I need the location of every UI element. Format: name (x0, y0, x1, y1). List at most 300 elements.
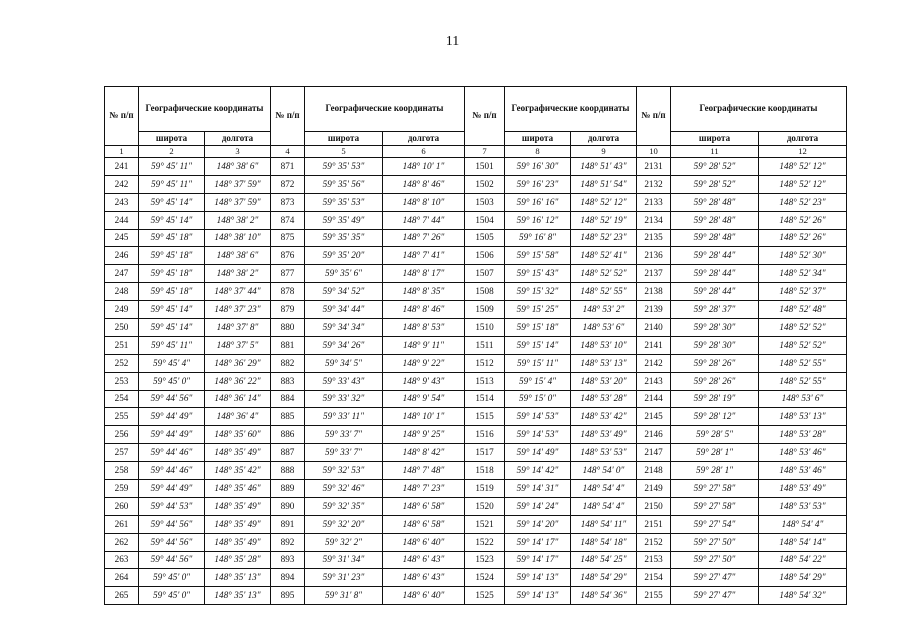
latitude-cell: 59° 28' 48" (671, 193, 759, 211)
latitude-cell: 59° 31' 34" (305, 551, 383, 569)
latitude-cell: 59° 28' 26" (671, 372, 759, 390)
table-row (105, 444, 847, 462)
latitude-cell: 59° 14' 53" (505, 408, 571, 426)
latitude-cell: 59° 44' 49" (139, 426, 205, 444)
point-number: 881 (271, 336, 305, 354)
point-number: 245 (105, 229, 139, 247)
longitude-cell: 148° 54' 4" (759, 515, 847, 533)
table-row (105, 587, 847, 605)
point-number: 1505 (465, 229, 505, 247)
latitude-cell: 59° 45' 14" (139, 193, 205, 211)
coordinates-table (104, 86, 847, 605)
point-number: 1519 (465, 480, 505, 498)
point-number: 1509 (465, 301, 505, 319)
column-number: 4 (271, 146, 305, 158)
latitude-cell: 59° 45' 4" (139, 354, 205, 372)
longitude-cell: 148° 53' 42" (571, 408, 637, 426)
longitude-cell: 148° 35' 60" (205, 426, 271, 444)
point-number: 1508 (465, 283, 505, 301)
point-number: 2145 (637, 408, 671, 426)
longitude-cell: 148° 7' 23" (383, 480, 465, 498)
latitude-cell: 59° 27' 54" (671, 515, 759, 533)
point-number: 1524 (465, 569, 505, 587)
longitude-cell: 148° 37' 8" (205, 319, 271, 337)
point-number: 876 (271, 247, 305, 265)
point-number: 885 (271, 408, 305, 426)
header-geo-coordinates: Географические координаты (139, 87, 271, 132)
latitude-cell: 59° 33' 32" (305, 390, 383, 408)
latitude-cell: 59° 32' 35" (305, 497, 383, 515)
longitude-cell: 148° 9' 54" (383, 390, 465, 408)
latitude-cell: 59° 45' 11" (139, 336, 205, 354)
longitude-cell: 148° 35' 49" (205, 533, 271, 551)
point-number: 1516 (465, 426, 505, 444)
point-number: 261 (105, 515, 139, 533)
header-geo-coordinates: Географические координаты (305, 87, 465, 132)
latitude-cell: 59° 14' 24" (505, 497, 571, 515)
longitude-cell: 148° 53' 6" (759, 390, 847, 408)
header-no: № п/п (271, 87, 305, 146)
latitude-cell: 59° 27' 50" (671, 551, 759, 569)
latitude-cell: 59° 15' 11" (505, 354, 571, 372)
point-number: 2139 (637, 301, 671, 319)
longitude-cell: 148° 52' 55" (759, 354, 847, 372)
longitude-cell: 148° 8' 17" (383, 265, 465, 283)
point-number: 1511 (465, 336, 505, 354)
longitude-cell: 148° 37' 23" (205, 301, 271, 319)
point-number: 1512 (465, 354, 505, 372)
longitude-cell: 148° 37' 59" (205, 193, 271, 211)
point-number: 1523 (465, 551, 505, 569)
latitude-cell: 59° 31' 8" (305, 587, 383, 605)
table-row (105, 533, 847, 551)
point-number: 250 (105, 319, 139, 337)
longitude-cell: 148° 52' 12" (759, 158, 847, 176)
longitude-cell: 148° 53' 46" (759, 462, 847, 480)
longitude-cell: 148° 52' 55" (571, 283, 637, 301)
point-number: 888 (271, 462, 305, 480)
point-number: 884 (271, 390, 305, 408)
column-number: 8 (505, 146, 571, 158)
point-number: 2149 (637, 480, 671, 498)
latitude-cell: 59° 44' 56" (139, 515, 205, 533)
longitude-cell: 148° 38' 2" (205, 265, 271, 283)
latitude-cell: 59° 28' 44" (671, 265, 759, 283)
latitude-cell: 59° 15' 0" (505, 390, 571, 408)
longitude-cell: 148° 38' 2" (205, 211, 271, 229)
point-number: 1521 (465, 515, 505, 533)
longitude-cell: 148° 6' 58" (383, 497, 465, 515)
latitude-cell: 59° 14' 20" (505, 515, 571, 533)
latitude-cell: 59° 28' 30" (671, 319, 759, 337)
header-column-numbers-row (105, 146, 847, 158)
longitude-cell: 148° 54' 29" (571, 569, 637, 587)
longitude-cell: 148° 35' 28" (205, 551, 271, 569)
longitude-cell: 148° 52' 12" (571, 193, 637, 211)
longitude-cell: 148° 53' 53" (759, 497, 847, 515)
point-number: 890 (271, 497, 305, 515)
table-row (105, 480, 847, 498)
longitude-cell: 148° 52' 23" (759, 193, 847, 211)
latitude-cell: 59° 32' 53" (305, 462, 383, 480)
point-number: 242 (105, 175, 139, 193)
longitude-cell: 148° 54' 4" (571, 497, 637, 515)
longitude-cell: 148° 52' 26" (759, 211, 847, 229)
latitude-cell: 59° 28' 26" (671, 354, 759, 372)
point-number: 887 (271, 444, 305, 462)
point-number: 251 (105, 336, 139, 354)
longitude-cell: 148° 8' 35" (383, 283, 465, 301)
table-row (105, 515, 847, 533)
latitude-cell: 59° 35' 53" (305, 158, 383, 176)
latitude-cell: 59° 15' 18" (505, 319, 571, 337)
longitude-cell: 148° 54' 36" (571, 587, 637, 605)
latitude-cell: 59° 45' 18" (139, 283, 205, 301)
point-number: 260 (105, 497, 139, 515)
point-number: 2146 (637, 426, 671, 444)
point-number: 879 (271, 301, 305, 319)
longitude-cell: 148° 38' 6" (205, 158, 271, 176)
latitude-cell: 59° 27' 47" (671, 587, 759, 605)
latitude-cell: 59° 44' 56" (139, 390, 205, 408)
latitude-cell: 59° 28' 37" (671, 301, 759, 319)
header-no: № п/п (105, 87, 139, 146)
longitude-cell: 148° 36' 4" (205, 408, 271, 426)
longitude-cell: 148° 54' 0" (571, 462, 637, 480)
column-number: 5 (305, 146, 383, 158)
table-row (105, 569, 847, 587)
point-number: 880 (271, 319, 305, 337)
latitude-cell: 59° 33' 43" (305, 372, 383, 390)
longitude-cell: 148° 53' 46" (759, 444, 847, 462)
point-number: 2136 (637, 247, 671, 265)
point-number: 883 (271, 372, 305, 390)
header-longitude: долгота (383, 132, 465, 146)
latitude-cell: 59° 44' 53" (139, 497, 205, 515)
point-number: 247 (105, 265, 139, 283)
longitude-cell: 148° 51' 43" (571, 158, 637, 176)
latitude-cell: 59° 28' 52" (671, 175, 759, 193)
latitude-cell: 59° 15' 14" (505, 336, 571, 354)
latitude-cell: 59° 35' 53" (305, 193, 383, 211)
latitude-cell: 59° 27' 58" (671, 497, 759, 515)
latitude-cell: 59° 14' 42" (505, 462, 571, 480)
point-number: 2148 (637, 462, 671, 480)
longitude-cell: 148° 8' 10" (383, 193, 465, 211)
latitude-cell: 59° 33' 7" (305, 444, 383, 462)
header-longitude: долгота (205, 132, 271, 146)
point-number: 248 (105, 283, 139, 301)
table-row (105, 247, 847, 265)
longitude-cell: 148° 53' 10" (571, 336, 637, 354)
point-number: 2141 (637, 336, 671, 354)
column-number: 1 (105, 146, 139, 158)
latitude-cell: 59° 32' 46" (305, 480, 383, 498)
column-number: 11 (671, 146, 759, 158)
longitude-cell: 148° 9' 25" (383, 426, 465, 444)
point-number: 2132 (637, 175, 671, 193)
point-number: 1513 (465, 372, 505, 390)
latitude-cell: 59° 27' 50" (671, 533, 759, 551)
table-row (105, 175, 847, 193)
longitude-cell: 148° 52' 52" (759, 336, 847, 354)
latitude-cell: 59° 15' 25" (505, 301, 571, 319)
point-number: 246 (105, 247, 139, 265)
point-number: 265 (105, 587, 139, 605)
point-number: 2137 (637, 265, 671, 283)
header-longitude: долгота (571, 132, 637, 146)
latitude-cell: 59° 16' 12" (505, 211, 571, 229)
longitude-cell: 148° 52' 23" (571, 229, 637, 247)
latitude-cell: 59° 14' 31" (505, 480, 571, 498)
header-latitude: широта (671, 132, 759, 146)
latitude-cell: 59° 45' 18" (139, 265, 205, 283)
longitude-cell: 148° 53' 6" (571, 319, 637, 337)
longitude-cell: 148° 35' 13" (205, 587, 271, 605)
point-number: 893 (271, 551, 305, 569)
point-number: 1501 (465, 158, 505, 176)
point-number: 257 (105, 444, 139, 462)
longitude-cell: 148° 37' 59" (205, 175, 271, 193)
longitude-cell: 148° 8' 46" (383, 175, 465, 193)
point-number: 878 (271, 283, 305, 301)
point-number: 2142 (637, 354, 671, 372)
longitude-cell: 148° 6' 43" (383, 569, 465, 587)
point-number: 2155 (637, 587, 671, 605)
latitude-cell: 59° 15' 58" (505, 247, 571, 265)
header-main-row (105, 87, 847, 132)
latitude-cell: 59° 14' 13" (505, 587, 571, 605)
latitude-cell: 59° 28' 30" (671, 336, 759, 354)
longitude-cell: 148° 54' 4" (571, 480, 637, 498)
point-number: 1514 (465, 390, 505, 408)
column-number: 2 (139, 146, 205, 158)
longitude-cell: 148° 54' 25" (571, 551, 637, 569)
longitude-cell: 148° 52' 30" (759, 247, 847, 265)
longitude-cell: 148° 6' 40" (383, 533, 465, 551)
longitude-cell: 148° 35' 49" (205, 497, 271, 515)
point-number: 2131 (637, 158, 671, 176)
point-number: 891 (271, 515, 305, 533)
table-row (105, 497, 847, 515)
point-number: 882 (271, 354, 305, 372)
point-number: 1520 (465, 497, 505, 515)
point-number: 2150 (637, 497, 671, 515)
longitude-cell: 148° 53' 20" (571, 372, 637, 390)
table-row (105, 372, 847, 390)
point-number: 263 (105, 551, 139, 569)
longitude-cell: 148° 53' 49" (759, 480, 847, 498)
longitude-cell: 148° 54' 22" (759, 551, 847, 569)
point-number: 1522 (465, 533, 505, 551)
point-number: 2153 (637, 551, 671, 569)
latitude-cell: 59° 15' 4" (505, 372, 571, 390)
point-number: 241 (105, 158, 139, 176)
latitude-cell: 59° 28' 44" (671, 247, 759, 265)
longitude-cell: 148° 8' 53" (383, 319, 465, 337)
point-number: 1515 (465, 408, 505, 426)
longitude-cell: 148° 36' 14" (205, 390, 271, 408)
point-number: 2154 (637, 569, 671, 587)
longitude-cell: 148° 36' 22" (205, 372, 271, 390)
point-number: 1517 (465, 444, 505, 462)
latitude-cell: 59° 35' 56" (305, 175, 383, 193)
column-number: 9 (571, 146, 637, 158)
latitude-cell: 59° 34' 44" (305, 301, 383, 319)
table-row (105, 211, 847, 229)
point-number: 259 (105, 480, 139, 498)
latitude-cell: 59° 28' 52" (671, 158, 759, 176)
point-number: 877 (271, 265, 305, 283)
longitude-cell: 148° 9' 43" (383, 372, 465, 390)
latitude-cell: 59° 44' 49" (139, 480, 205, 498)
point-number: 264 (105, 569, 139, 587)
longitude-cell: 148° 10' 1" (383, 158, 465, 176)
latitude-cell: 59° 14' 17" (505, 533, 571, 551)
longitude-cell: 148° 38' 6" (205, 247, 271, 265)
table-row (105, 551, 847, 569)
longitude-cell: 148° 6' 43" (383, 551, 465, 569)
latitude-cell: 59° 16' 16" (505, 193, 571, 211)
header-latitude: широта (305, 132, 383, 146)
latitude-cell: 59° 34' 34" (305, 319, 383, 337)
longitude-cell: 148° 54' 11" (571, 515, 637, 533)
longitude-cell: 148° 37' 44" (205, 283, 271, 301)
header-geo-coordinates: Географические координаты (505, 87, 637, 132)
latitude-cell: 59° 45' 0" (139, 372, 205, 390)
longitude-cell: 148° 52' 26" (759, 229, 847, 247)
point-number: 254 (105, 390, 139, 408)
point-number: 874 (271, 211, 305, 229)
longitude-cell: 148° 7' 44" (383, 211, 465, 229)
latitude-cell: 59° 14' 53" (505, 426, 571, 444)
latitude-cell: 59° 33' 11" (305, 408, 383, 426)
latitude-cell: 59° 32' 2" (305, 533, 383, 551)
longitude-cell: 148° 8' 46" (383, 301, 465, 319)
latitude-cell: 59° 35' 35" (305, 229, 383, 247)
point-number: 886 (271, 426, 305, 444)
point-number: 2138 (637, 283, 671, 301)
latitude-cell: 59° 44' 49" (139, 408, 205, 426)
longitude-cell: 148° 54' 32" (759, 587, 847, 605)
column-number: 12 (759, 146, 847, 158)
table-row (105, 426, 847, 444)
longitude-cell: 148° 6' 40" (383, 587, 465, 605)
table-row (105, 408, 847, 426)
longitude-cell: 148° 53' 49" (571, 426, 637, 444)
point-number: 2133 (637, 193, 671, 211)
longitude-cell: 148° 35' 42" (205, 462, 271, 480)
latitude-cell: 59° 45' 11" (139, 158, 205, 176)
column-number: 6 (383, 146, 465, 158)
longitude-cell: 148° 35' 49" (205, 515, 271, 533)
latitude-cell: 59° 28' 12" (671, 408, 759, 426)
latitude-cell: 59° 45' 18" (139, 247, 205, 265)
longitude-cell: 148° 53' 13" (759, 408, 847, 426)
point-number: 262 (105, 533, 139, 551)
point-number: 258 (105, 462, 139, 480)
latitude-cell: 59° 31' 23" (305, 569, 383, 587)
latitude-cell: 59° 45' 11" (139, 175, 205, 193)
latitude-cell: 59° 45' 14" (139, 211, 205, 229)
latitude-cell: 59° 44' 46" (139, 462, 205, 480)
point-number: 1506 (465, 247, 505, 265)
longitude-cell: 148° 8' 42" (383, 444, 465, 462)
point-number: 243 (105, 193, 139, 211)
latitude-cell: 59° 34' 26" (305, 336, 383, 354)
longitude-cell: 148° 53' 13" (571, 354, 637, 372)
longitude-cell: 148° 52' 48" (759, 301, 847, 319)
longitude-cell: 148° 54' 18" (571, 533, 637, 551)
point-number: 1518 (465, 462, 505, 480)
page-number: 11 (445, 34, 460, 49)
longitude-cell: 148° 6' 58" (383, 515, 465, 533)
header-no: № п/п (465, 87, 505, 146)
longitude-cell: 148° 52' 52" (759, 319, 847, 337)
longitude-cell: 148° 38' 10" (205, 229, 271, 247)
longitude-cell: 148° 52' 12" (759, 175, 847, 193)
point-number: 256 (105, 426, 139, 444)
longitude-cell: 148° 36' 29" (205, 354, 271, 372)
latitude-cell: 59° 44' 56" (139, 551, 205, 569)
point-number: 1510 (465, 319, 505, 337)
longitude-cell: 148° 10' 1" (383, 408, 465, 426)
point-number: 889 (271, 480, 305, 498)
point-number: 1507 (465, 265, 505, 283)
point-number: 2140 (637, 319, 671, 337)
latitude-cell: 59° 28' 48" (671, 211, 759, 229)
header-longitude: долгота (759, 132, 847, 146)
point-number: 2134 (637, 211, 671, 229)
latitude-cell: 59° 34' 52" (305, 283, 383, 301)
latitude-cell: 59° 45' 0" (139, 587, 205, 605)
longitude-cell: 148° 52' 34" (759, 265, 847, 283)
point-number: 244 (105, 211, 139, 229)
longitude-cell: 148° 35' 46" (205, 480, 271, 498)
latitude-cell: 59° 45' 18" (139, 229, 205, 247)
column-number: 10 (637, 146, 671, 158)
table-row (105, 265, 847, 283)
point-number: 2144 (637, 390, 671, 408)
longitude-cell: 148° 53' 28" (571, 390, 637, 408)
latitude-cell: 59° 45' 0" (139, 569, 205, 587)
longitude-cell: 148° 52' 37" (759, 283, 847, 301)
latitude-cell: 59° 35' 49" (305, 211, 383, 229)
latitude-cell: 59° 34' 5" (305, 354, 383, 372)
point-number: 2135 (637, 229, 671, 247)
header-geo-coordinates: Географические координаты (671, 87, 847, 132)
latitude-cell: 59° 33' 7" (305, 426, 383, 444)
longitude-cell: 148° 7' 41" (383, 247, 465, 265)
point-number: 252 (105, 354, 139, 372)
header-no: № п/п (637, 87, 671, 146)
latitude-cell: 59° 28' 5" (671, 426, 759, 444)
latitude-cell: 59° 28' 48" (671, 229, 759, 247)
longitude-cell: 148° 53' 2" (571, 301, 637, 319)
latitude-cell: 59° 35' 20" (305, 247, 383, 265)
latitude-cell: 59° 14' 17" (505, 551, 571, 569)
latitude-cell: 59° 14' 49" (505, 444, 571, 462)
longitude-cell: 148° 35' 49" (205, 444, 271, 462)
point-number: 872 (271, 175, 305, 193)
table-row (105, 319, 847, 337)
longitude-cell: 148° 53' 53" (571, 444, 637, 462)
point-number: 2147 (637, 444, 671, 462)
latitude-cell: 59° 15' 43" (505, 265, 571, 283)
point-number: 1503 (465, 193, 505, 211)
longitude-cell: 148° 52' 19" (571, 211, 637, 229)
point-number: 894 (271, 569, 305, 587)
